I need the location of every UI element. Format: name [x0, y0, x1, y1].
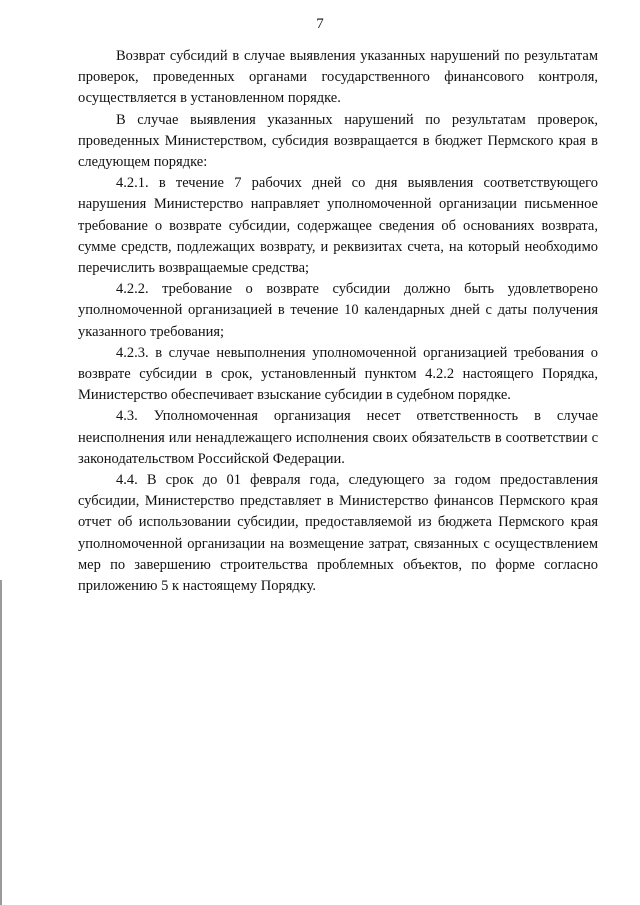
page-number: 7 — [316, 16, 324, 32]
document-body — [78, 46, 598, 597]
paragraph-subsidy-return-general: Возврат субсидий в случае выявления указанных нарушений по результатам проверок, проведенных органами государственного финансового контроля, осуществляется в установленном порядке. — [78, 48, 598, 107]
paragraph-4-2-1: 4.2.1. в течение 7 рабочих дней со дня выявления соответствующего нарушения Министерство направляет уполномоченной организации письменное требование о возврате субсидии, содержащее сведения об основаниях возврата, сумме средств, подлежащих возврату, и реквизитах счета, на который необходимо перечислить возвращаемые средства; — [78, 175, 598, 277]
paragraph-4-3: 4.3. Уполномоченная организация несет ответственность в случае неисполнения или ненадлежащего исполнения своих обязательств в соответствии с законодательством Российской Федерации. — [78, 408, 598, 467]
paragraph-4-2-3: 4.2.3. в случае невыполнения уполномоченной организацией требования о возврате субсидии в срок, установленный пунктом 4.2.2 настоящего Порядка, Министерство обеспечивает взыскание субсидии в судебном порядке. — [78, 344, 598, 404]
scan-edge-line — [0, 580, 2, 905]
paragraph-ministry-violations: В случае выявления указанных нарушений по результатам проверок, проведенных Министерством, субсидия возвращается в бюджет Пермского края в следующем порядке: — [78, 111, 598, 171]
paragraph-4-2-2: 4.2.2. требование о возврате субсидии должно быть удовлетворено уполномоченной организацией в течение 10 календарных дней с даты получения указанного требования; — [78, 281, 598, 340]
paragraph-4-4: 4.4. В срок до 01 февраля года, следующего за годом предоставления субсидии, Министерство представляет в Министерство финансов Пермского края отчет об использовании субсидии, предоставляемой из бюджета Пермского края уполномоченной организации на возмещение затрат, связанных с осуществлением мер по завершению строительства проблемных объектов, по форме согласно приложению 5 к настоящему Порядку. — [78, 472, 598, 595]
